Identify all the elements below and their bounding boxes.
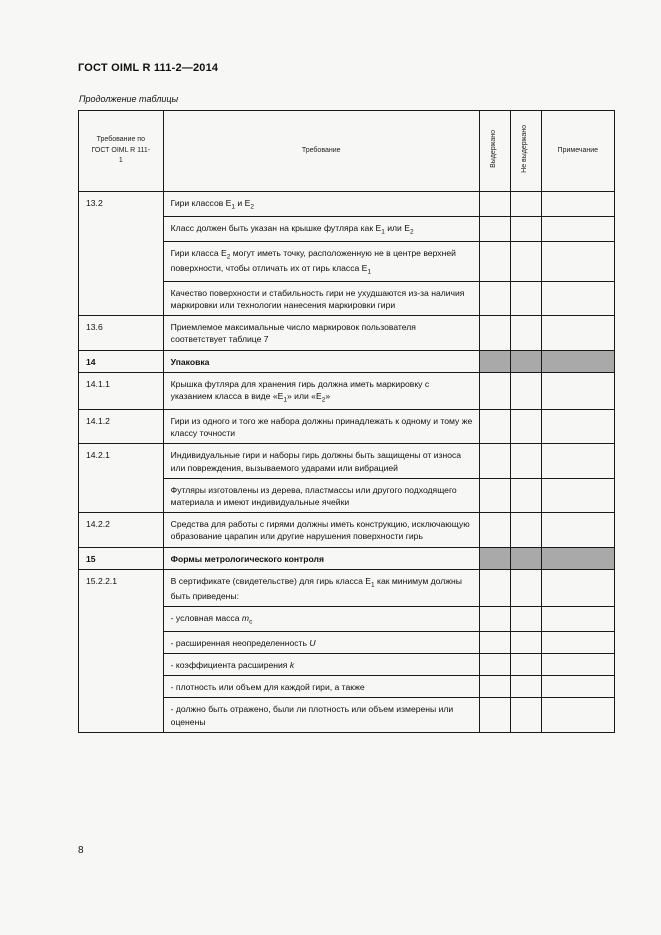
not-passed-checkbox-cell[interactable] xyxy=(510,654,541,676)
passed-checkbox-cell[interactable] xyxy=(479,372,510,409)
shaded-cell xyxy=(479,350,510,372)
shaded-cell xyxy=(510,547,541,569)
passed-checkbox-cell[interactable] xyxy=(479,698,510,732)
passed-checkbox-cell[interactable] xyxy=(479,444,510,478)
passed-checkbox-cell[interactable] xyxy=(479,654,510,676)
clause-cell: 15.2.2.1 xyxy=(79,569,164,732)
note-cell[interactable] xyxy=(541,216,614,241)
requirement-cell: - условная масса $m_c$ xyxy=(163,606,479,631)
table-row xyxy=(79,316,615,350)
note-cell[interactable] xyxy=(541,409,614,443)
note-cell[interactable] xyxy=(541,478,614,512)
passed-checkbox-cell[interactable] xyxy=(479,409,510,443)
passed-checkbox-cell[interactable] xyxy=(479,281,510,315)
table-row xyxy=(79,409,615,443)
clause-cell: 13.6 xyxy=(79,316,164,350)
requirement-cell: Гири класса $E_2$ могут иметь точку, расположенную не в центре верхней поверхности, чтобы отличать их от гирь класса $E_1$ xyxy=(163,241,479,281)
document-title: ГОСТ OIML R 111-2—2014 xyxy=(78,62,219,74)
requirement-cell: Класс должен быть указан на крышке футляра как $E_1$ или $E_2$ xyxy=(163,216,479,241)
note-cell[interactable] xyxy=(541,241,614,281)
header-passed: Выдержано xyxy=(479,111,510,192)
not-passed-checkbox-cell[interactable] xyxy=(510,478,541,512)
not-passed-checkbox-cell[interactable] xyxy=(510,241,541,281)
page-number: 8 xyxy=(78,845,84,856)
not-passed-checkbox-cell[interactable] xyxy=(510,569,541,606)
header-not-passed: Не выдержано xyxy=(510,111,541,192)
section-title: Формы метрологического контроля xyxy=(163,547,479,569)
not-passed-checkbox-cell[interactable] xyxy=(510,372,541,409)
not-passed-checkbox-cell[interactable] xyxy=(510,606,541,631)
passed-checkbox-cell[interactable] xyxy=(479,606,510,631)
requirement-cell: - плотность или объем для каждой гири, а также xyxy=(163,676,479,698)
not-passed-checkbox-cell[interactable] xyxy=(510,698,541,732)
requirement-cell: - должно быть отражено, были ли плотность или объем измерены или оценены xyxy=(163,698,479,732)
shaded-cell xyxy=(541,350,614,372)
note-cell[interactable] xyxy=(541,654,614,676)
shaded-cell xyxy=(479,547,510,569)
table-row xyxy=(79,569,615,606)
requirement-cell: Приемлемое максимальные число маркировок пользователя соответствует таблице 7 xyxy=(163,316,479,350)
table-row xyxy=(79,192,615,217)
requirement-cell: Гири классов $E_1$ и $E_2$ xyxy=(163,192,479,217)
section-number: 15 xyxy=(79,547,164,569)
passed-checkbox-cell[interactable] xyxy=(479,216,510,241)
section-row xyxy=(79,350,615,372)
requirement-cell: Футляры изготовлены из дерева, пластмассы или другого подходящего материала и имеют индивидуальные ячейки xyxy=(163,478,479,512)
not-passed-checkbox-cell[interactable] xyxy=(510,409,541,443)
header-note: Примечание xyxy=(541,111,614,192)
not-passed-checkbox-cell[interactable] xyxy=(510,513,541,547)
note-cell[interactable] xyxy=(541,372,614,409)
note-cell[interactable] xyxy=(541,316,614,350)
passed-checkbox-cell[interactable] xyxy=(479,316,510,350)
requirement-cell: Средства для работы с гирями должны иметь конструкцию, исключающую образование царапин или другие нарушения поверхности гирь xyxy=(163,513,479,547)
section-number: 14 xyxy=(79,350,164,372)
table-continuation-caption: Продолжение таблицы xyxy=(79,94,179,104)
shaded-cell xyxy=(510,350,541,372)
note-cell[interactable] xyxy=(541,631,614,653)
not-passed-checkbox-cell[interactable] xyxy=(510,444,541,478)
requirement-cell: Качество поверхности и стабильность гири не ухудшаются из-за наличия маркировки или технологии нанесения маркировки гири xyxy=(163,281,479,315)
requirement-cell: Индивидуальные гири и наборы гирь должны быть защищены от износа или повреждения, вызываемого ударами или вибрацией xyxy=(163,444,479,478)
note-cell[interactable] xyxy=(541,192,614,217)
requirement-cell: Гири из одного и того же набора должны принадлежать к одному и тому же классу точности xyxy=(163,409,479,443)
section-row xyxy=(79,547,615,569)
not-passed-checkbox-cell[interactable] xyxy=(510,316,541,350)
requirement-cell: В сертификате (свидетельстве) для гирь класса $E_1$ как минимум должны быть приведены: xyxy=(163,569,479,606)
table-row xyxy=(79,444,615,478)
note-cell[interactable] xyxy=(541,513,614,547)
section-title: Упаковка xyxy=(163,350,479,372)
passed-checkbox-cell[interactable] xyxy=(479,192,510,217)
passed-checkbox-cell[interactable] xyxy=(479,676,510,698)
header-requirement: Требование xyxy=(163,111,479,192)
note-cell[interactable] xyxy=(541,444,614,478)
note-cell[interactable] xyxy=(541,281,614,315)
note-cell[interactable] xyxy=(541,606,614,631)
passed-checkbox-cell[interactable] xyxy=(479,631,510,653)
clause-cell: 14.1.2 xyxy=(79,409,164,443)
not-passed-checkbox-cell[interactable] xyxy=(510,676,541,698)
requirement-cell: Крышка футляра для хранения гирь должна иметь маркировку с указанием класса в виде «$E_1$» или «$E_2$» xyxy=(163,372,479,409)
clause-cell: 14.1.1 xyxy=(79,372,164,409)
passed-checkbox-cell[interactable] xyxy=(479,478,510,512)
passed-checkbox-cell[interactable] xyxy=(479,241,510,281)
note-cell[interactable] xyxy=(541,698,614,732)
table-row xyxy=(79,372,615,409)
requirement-cell: - расширенная неопределенность U xyxy=(163,631,479,653)
not-passed-checkbox-cell[interactable] xyxy=(510,281,541,315)
clause-cell: 13.2 xyxy=(79,192,164,316)
header-clause: Требование по ГОСТ OIML R 111-1 xyxy=(79,111,164,192)
clause-cell: 14.2.2 xyxy=(79,513,164,547)
requirement-cell: - коэффициента расширения k xyxy=(163,654,479,676)
not-passed-checkbox-cell[interactable] xyxy=(510,631,541,653)
table-row xyxy=(79,513,615,547)
passed-checkbox-cell[interactable] xyxy=(479,513,510,547)
shaded-cell xyxy=(541,547,614,569)
passed-checkbox-cell[interactable] xyxy=(479,569,510,606)
requirements-table xyxy=(78,110,615,733)
clause-cell: 14.2.1 xyxy=(79,444,164,513)
not-passed-checkbox-cell[interactable] xyxy=(510,192,541,217)
table-header-row xyxy=(79,111,615,192)
note-cell[interactable] xyxy=(541,676,614,698)
not-passed-checkbox-cell[interactable] xyxy=(510,216,541,241)
note-cell[interactable] xyxy=(541,569,614,606)
